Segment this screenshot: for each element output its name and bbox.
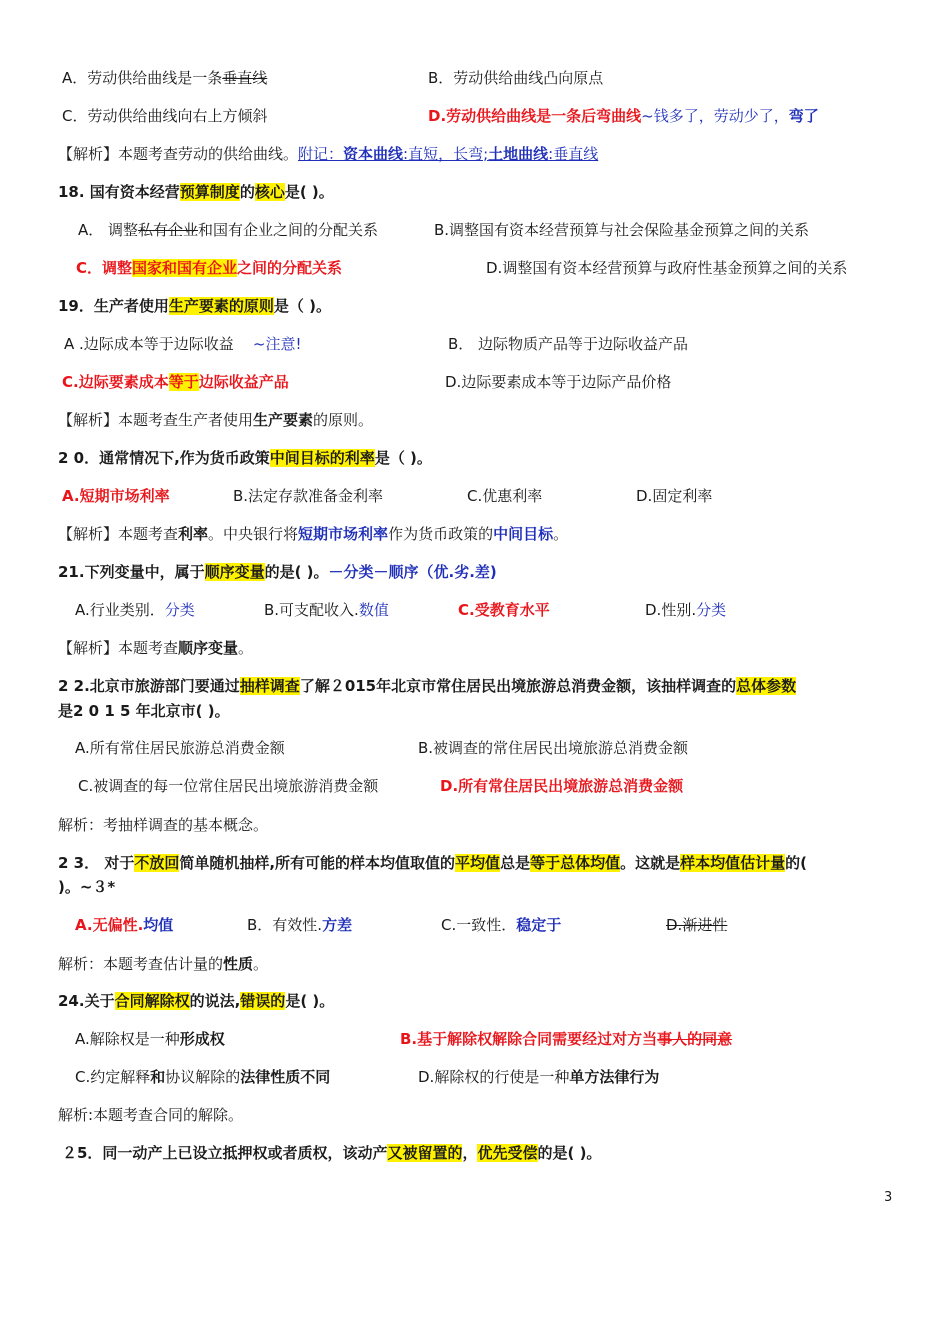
q19-option-d: D.边际要素成本等于边际产品价格	[445, 373, 672, 391]
q24-option-d: D.解除权的行使是一种单方法律行为	[418, 1068, 660, 1086]
q22-option-b: B.被调查的常住居民出境旅游总消费金额	[418, 739, 689, 757]
q22-option-a: A.所有常住居民旅游总消费金额	[75, 739, 285, 757]
q17-explanation: 【解析】本题考查劳动的供给曲线。附记：资本曲线:直短，长弯;土地曲线:垂直线	[58, 145, 599, 163]
q22-explanation: 解析：考抽样调查的基本概念。	[58, 816, 269, 834]
q21-explanation: 【解析】本题考查顺序变量。	[58, 639, 254, 657]
q18-question: 18. 国有资本经营预算制度的核心是( )。	[58, 183, 334, 201]
q24-option-a: A.解除权是一种形成权	[75, 1030, 225, 1048]
q23-option-c: C.一致性．稳定于	[441, 916, 562, 934]
q20-question: 2 0．通常情况下,作为货币政策中间目标的利率是（ )。	[58, 449, 432, 467]
q23-option-d: D.渐进性	[666, 916, 728, 934]
q23-explanation: 解析：本题考查估计量的性质。	[58, 955, 269, 973]
page-number: 3	[884, 1190, 893, 1205]
q22-option-c: C.被调查的每一位常住居民出境旅游消费金额	[78, 777, 379, 795]
q20-explanation: 【解析】本题考查利率。中央银行将短期市场利率作为货币政策的中间目标。	[58, 525, 569, 543]
q23-option-a: A.无偏性.均值	[75, 916, 174, 934]
q18-option-a: A． 调整私有企业和国有企业之间的分配关系	[78, 221, 379, 239]
q23-question-line1: 2 3． 对于不放回简单随机抽样,所有可能的样本均值取值的平均值总是等于总体均值。这就是样本均值估计量的(	[58, 854, 807, 872]
q17-option-a: A．劳动供给曲线是一条垂直线	[62, 69, 268, 87]
q20-option-d: D.固定利率	[636, 487, 713, 505]
q19-option-a: A .边际成本等于边际收益 ~注意!	[64, 335, 302, 353]
q17-option-c: C．劳动供给曲线向右上方倾斜	[62, 107, 268, 125]
q25-question: ２5．同一动产上已设立抵押权或者质权，该动产又被留置的，优先受偿的是( )。	[62, 1144, 602, 1162]
q21-option-b: B.可支配收入.数值	[264, 601, 389, 619]
q21-option-a: A.行业类别．分类	[75, 601, 195, 619]
q19-question: 19．生产者使用生产要素的原则是（ )。	[58, 297, 331, 315]
q24-option-b: B.基于解除权解除合同需要经过对方当事人的同意	[400, 1030, 733, 1048]
q20-option-a: A.短期市场利率	[62, 487, 170, 505]
q19-option-c: C.边际要素成本等于边际收益产品	[62, 373, 289, 391]
q21-option-d: D.性别.分类	[645, 601, 727, 619]
q23-option-b: B．有效性.方差	[247, 916, 353, 934]
q17-option-d: D.劳动供给曲线是一条后弯曲线~钱多了，劳动少了，弯了	[428, 107, 819, 125]
q24-question: 24.关于合同解除权的说法,错误的是( )。	[58, 992, 335, 1010]
q18-option-b: B.调整国有资本经营预算与社会保险基金预算之间的关系	[434, 221, 810, 239]
q24-explanation: 解析:本题考查合同的解除。	[58, 1106, 244, 1124]
q20-option-c: C.优惠利率	[467, 487, 543, 505]
q21-question: 21.下列变量中，属于顺序变量的是( )。－分类－顺序（优.劣.差)	[58, 563, 497, 581]
q17-option-b: B．劳动供给曲线凸向原点	[428, 69, 604, 87]
q21-option-c: C.受教育水平	[458, 601, 550, 619]
q22-question-line1: 2 2.北京市旅游部门要通过抽样调查了解２015年北京市常住居民出境旅游总消费金额，该抽样调查的总体参数	[58, 677, 797, 695]
q24-option-c: C.约定解释和协议解除的法律性质不同	[75, 1068, 331, 1086]
q18-option-c: C．调整国家和国有企业之间的分配关系	[76, 259, 343, 277]
q19-explanation: 【解析】本题考查生产者使用生产要素的原则。	[58, 411, 374, 429]
q22-question-line2: 是2 0 1 5 年北京市( )。	[58, 702, 230, 720]
q20-option-b: B.法定存款准备金利率	[233, 487, 384, 505]
q18-option-d: D.调整国有资本经营预算与政府性基金预算之间的关系	[486, 259, 848, 277]
q22-option-d: D.所有常住居民出境旅游总消费金额	[440, 777, 684, 795]
q23-question-line2: )。~３*	[58, 878, 116, 896]
q19-option-b: B． 边际物质产品等于边际收益产品	[448, 335, 689, 353]
